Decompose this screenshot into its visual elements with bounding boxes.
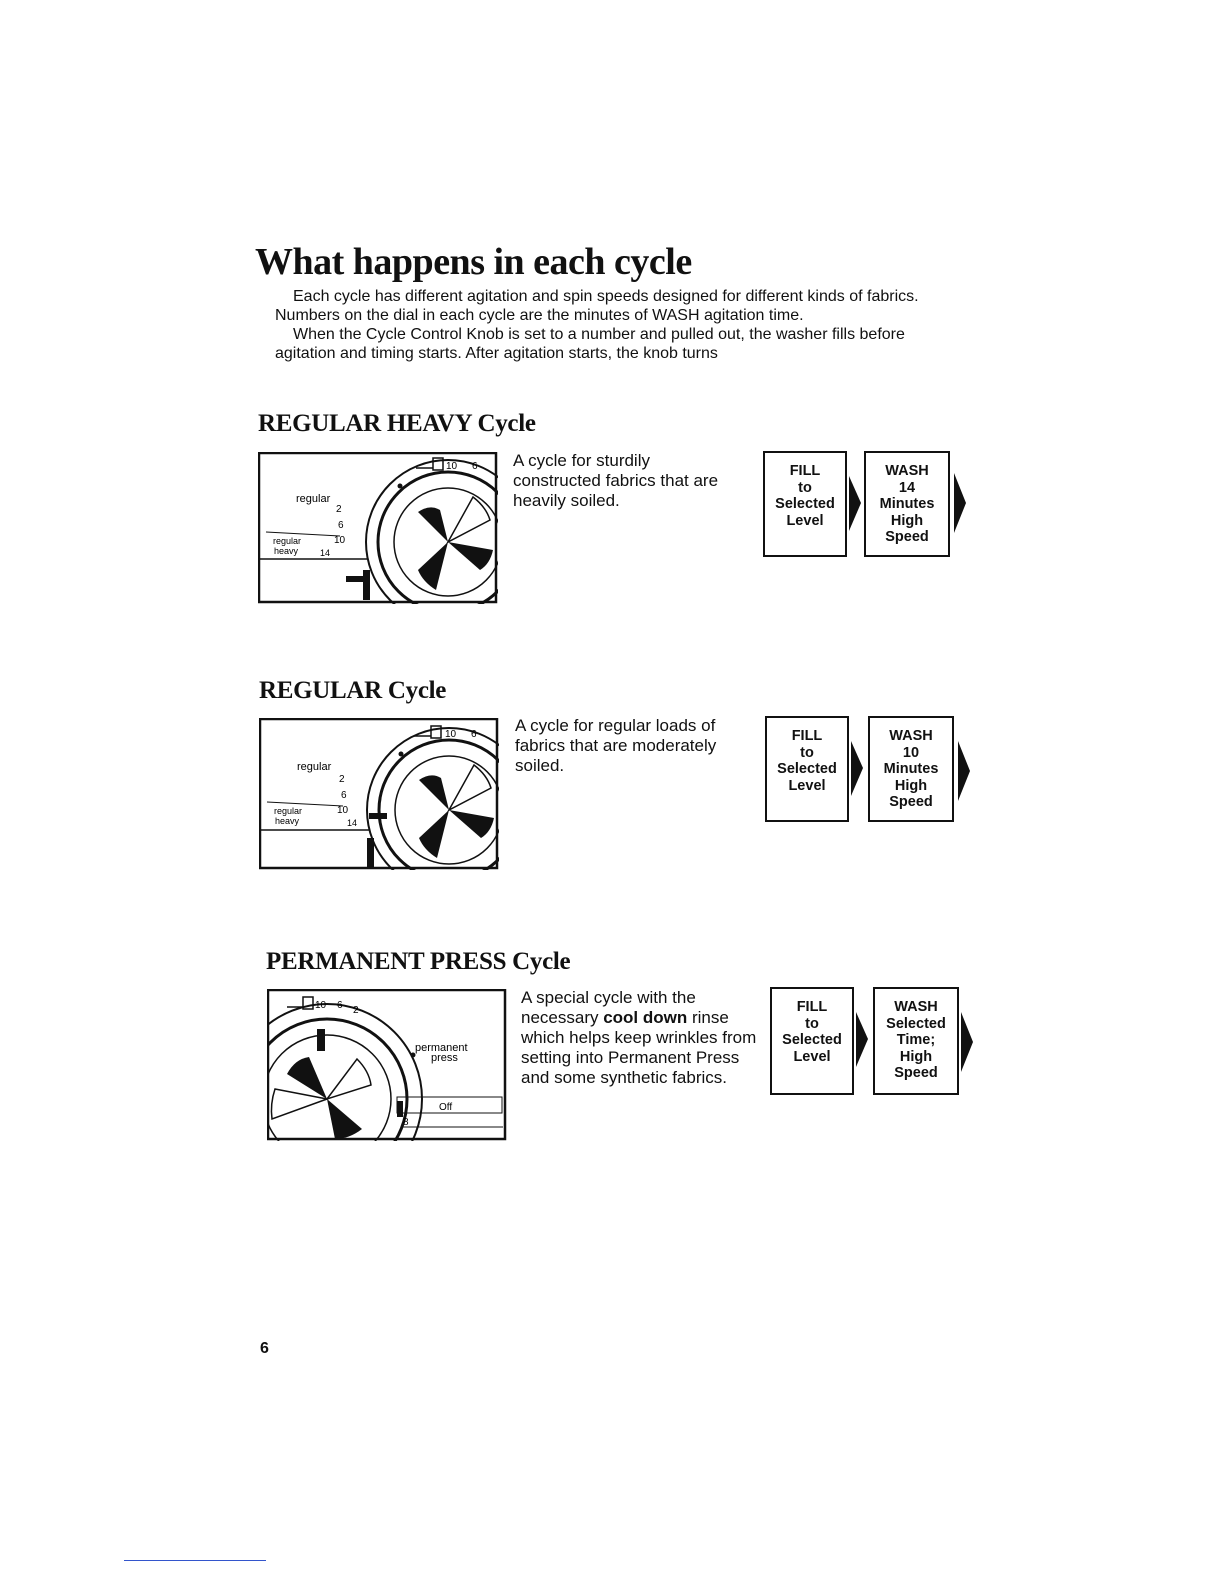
dial-mark-6: 6 <box>338 520 344 531</box>
dial-top-mark-6: 6 <box>337 1000 343 1011</box>
arrow-right-icon <box>849 741 865 796</box>
dial-label-regular: regular <box>296 493 331 505</box>
dial-label-regular-small: regular <box>273 536 302 546</box>
dial-mark-10: 10 <box>337 805 349 816</box>
regular-flow-diagram <box>765 716 975 822</box>
dial-top-mark-6: 6 <box>472 461 478 472</box>
page-number: 6 <box>260 1340 269 1357</box>
regular-heavy-flow-diagram <box>763 451 973 557</box>
arrow-right-icon <box>847 476 863 531</box>
dial-label-regular-small: regular <box>274 806 303 816</box>
wash-step: WASH 10 Minutes High Speed <box>868 716 954 822</box>
cool-down-emphasis: cool down <box>603 1008 688 1027</box>
fill-step: FILL to Selected Level <box>763 451 847 557</box>
intro-paragraph-2: When the Cycle Control Knob is set to a number and pulled out, the washer fills before agitation and timing starts. After agitation starts, the knob turns <box>275 326 905 362</box>
dial-label-regular: regular <box>297 761 332 773</box>
dial-mark-2: 2 <box>336 504 342 515</box>
regular-heading: REGULAR Cycle <box>259 677 447 704</box>
dial-mark-14: 14 <box>320 548 331 558</box>
intro-text <box>275 287 947 363</box>
dial-top-mark-10: 10 <box>446 461 458 472</box>
regular-heavy-description: A cycle for sturdily constructed fabrics that are heavily soiled. <box>513 451 719 510</box>
page-title: What happens in each cycle <box>255 241 692 283</box>
dial-mark-6: 6 <box>341 790 347 801</box>
arrow-right-icon <box>952 473 968 533</box>
dial-label-off: Off <box>439 1102 453 1113</box>
intro-paragraph-1: Each cycle has different agitation and spin speeds designed for different kinds of fabrics. Numbers on the dial in each cycle are the minutes of WASH agitation time. <box>275 288 919 324</box>
dial-top-mark-2: 2 <box>353 1005 359 1016</box>
dial-bottom-mark-8: 8 <box>403 1117 409 1128</box>
regular-dial-illustration <box>259 718 499 870</box>
dial-label-heavy: heavy <box>274 546 299 556</box>
regular-heavy-heading: REGULAR HEAVY Cycle <box>258 410 536 437</box>
dial-mark-2: 2 <box>339 774 345 785</box>
permanent-press-heading: PERMANENT PRESS Cycle <box>266 948 571 975</box>
dial-top-mark-10: 10 <box>315 1000 327 1011</box>
dial-top-mark-10: 10 <box>445 729 457 740</box>
fill-step: FILL to Selected Level <box>770 987 854 1095</box>
dial-mark-14: 14 <box>347 818 358 828</box>
permanent-press-description: A special cycle with the necessary cool down rinse which helps keep wrinkles from setting into Permanent Press and some synthetic fabrics. <box>521 988 757 1087</box>
permanent-press-flow-diagram <box>770 987 980 1095</box>
arrow-right-icon <box>956 741 972 801</box>
fill-step: FILL to Selected Level <box>765 716 849 822</box>
wash-step: WASH Selected Time; High Speed <box>873 987 959 1095</box>
regular-heavy-dial-illustration <box>258 452 498 604</box>
regular-description: A cycle for regular loads of fabrics that are moderately soiled. <box>515 716 717 775</box>
footer-rule <box>124 1560 266 1561</box>
dial-label-press: press <box>431 1052 458 1064</box>
dial-mark-10: 10 <box>334 535 346 546</box>
permanent-press-dial-illustration <box>267 989 507 1141</box>
dial-label-permanent: permanent <box>415 1042 468 1054</box>
dial-top-mark-6: 6 <box>471 729 477 740</box>
arrow-right-icon <box>959 1012 975 1072</box>
wash-step: WASH 14 Minutes High Speed <box>864 451 950 557</box>
arrow-right-icon <box>854 1012 870 1067</box>
dial-label-heavy: heavy <box>275 816 300 826</box>
